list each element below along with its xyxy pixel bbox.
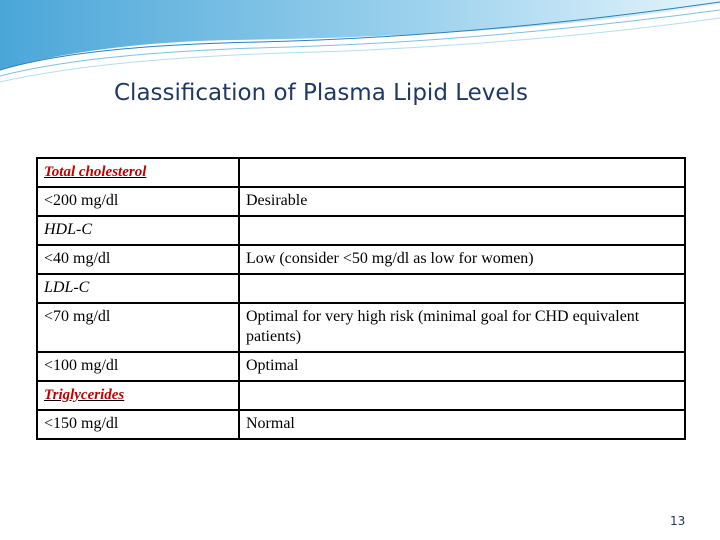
section-label: Triglycerides [44,387,125,403]
value-cell: <200 mg/dl [37,187,239,216]
empty-cell [239,381,685,410]
section-label-cell [37,216,239,245]
table-section-row [37,216,685,245]
table-row [37,303,685,352]
section-label-cell [37,274,239,303]
lipid-classification-table [36,157,686,440]
table-row [37,410,685,439]
empty-cell [239,274,685,303]
value-cell: <100 mg/dl [37,352,239,381]
table-row [37,352,685,381]
table-section-row [37,158,685,187]
page-number: 13 [670,514,686,528]
section-label: HDL-C [44,221,93,238]
table-section-row [37,274,685,303]
section-label-cell [37,158,239,187]
value-cell: <40 mg/dl [37,245,239,274]
section-label-cell [37,381,239,410]
table-row [37,187,685,216]
value-cell: <70 mg/dl [37,303,239,352]
slide-title: Classification of Plasma Lipid Levels [114,80,528,106]
table-section-row [37,381,685,410]
classification-cell: Desirable [239,187,685,216]
empty-cell [239,158,685,187]
empty-cell [239,216,685,245]
table-row [37,245,685,274]
classification-cell: Low (consider <50 mg/dl as low for women) [239,245,685,274]
section-label: LDL-C [44,279,90,296]
header-swoosh-decoration [0,0,720,90]
classification-cell: Optimal [239,352,685,381]
classification-cell: Normal [239,410,685,439]
classification-cell: Optimal for very high risk (minimal goal for CHD equivalent patients) [239,303,685,352]
section-label: Total cholesterol [44,164,147,180]
value-cell: <150 mg/dl [37,410,239,439]
